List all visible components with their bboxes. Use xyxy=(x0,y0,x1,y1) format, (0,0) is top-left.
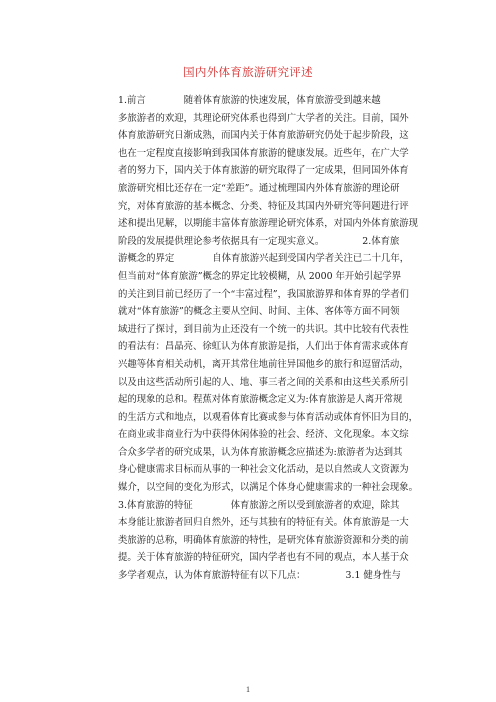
text-segment: 3.1 健身性与 xyxy=(345,570,401,582)
text-line xyxy=(118,426,409,444)
document-title: 国内外体育旅游研究评述 xyxy=(183,65,313,79)
text-segment: 自体育旅游兴起到受国内学者关注已二十几年， xyxy=(212,253,410,265)
text-segment: 1.前言 xyxy=(118,95,146,106)
text-line xyxy=(118,198,409,216)
text-segment: 游概念的界定 xyxy=(118,253,175,265)
text-segment: 域进行了探讨，到目前为止还没有一个统一的共识。其中比较有代表性 xyxy=(118,323,409,335)
text-line xyxy=(118,127,409,145)
text-line xyxy=(118,92,380,110)
text-line xyxy=(118,145,409,163)
text-segment: 究，对体育旅游的基本概念、分类、特征及其国内外研究等问题进行评 xyxy=(118,200,409,212)
text-line xyxy=(118,250,410,268)
text-segment: 的生活方式和地点，以观看体育比赛或参与体育活动或体育怀旧为目的， xyxy=(118,411,419,423)
text-segment: 合众多学者的研究成果，认为体育旅游概念应描述为:旅游者为达到其 xyxy=(118,446,403,458)
text-line xyxy=(118,215,419,233)
text-line xyxy=(118,356,409,374)
text-line xyxy=(118,567,401,585)
page-number: 1 xyxy=(246,685,250,694)
text-segment: 但当前对“体育旅游”概念的界定比较模糊，从 2000 年开始引起学界 xyxy=(118,270,402,282)
text-segment: 类旅游的总称，明确体育旅游的特性，是研究体育旅游资源和分类的前 xyxy=(118,534,409,546)
text-line xyxy=(118,514,409,532)
text-segment: 在商业或非商业行为中获得休闲体验的社会、经济、文化现象。本文综 xyxy=(118,429,409,441)
text-line xyxy=(118,497,400,515)
text-segment: 体育旅游研究日渐成熟，而国内关于体育旅游研究仍处于起步阶段，这 xyxy=(118,130,409,142)
text-line xyxy=(118,479,419,497)
text-line xyxy=(118,286,409,304)
text-line xyxy=(118,532,409,550)
text-segment: 本身能让旅游者回归自然外，还与其独有的特征有关。体育旅游是一大 xyxy=(118,517,409,529)
text-segment: 提。关于体育旅游的特征研究，国内学者也有不同的观点，本人基于众 xyxy=(118,552,409,564)
text-segment: 体育旅游之所以受到旅游者的欢迎，除其 xyxy=(230,499,400,511)
text-line xyxy=(118,461,409,479)
text-line xyxy=(118,391,403,409)
text-line xyxy=(118,549,409,567)
text-line xyxy=(118,303,400,321)
text-segment: 以及由这些活动所引起的人、地、事三者之间的关系和由这些关系所引 xyxy=(118,376,409,388)
text-line xyxy=(118,338,409,356)
text-line xyxy=(118,180,400,198)
text-segment: 多旅游者的欢迎，其理论研究体系也得到广大学者的关注。目前，国外 xyxy=(118,112,409,124)
text-segment: 的看法有：昌晶亮、徐虹认为体育旅游是指，人们出于体育需求或体育 xyxy=(118,341,409,353)
text-segment: 阶段的发展提供理论参考依据具有一定现实意义。 xyxy=(118,235,325,247)
text-segment: 2.体育旅 xyxy=(362,235,400,247)
text-line xyxy=(118,321,409,339)
text-line xyxy=(118,162,409,180)
text-line xyxy=(118,374,409,392)
text-segment: 者的努力下，国内关于体育旅游的研究取得了一定成果，但同国外体育 xyxy=(118,165,409,177)
text-segment: 旅游研究相比还存在一定“差距”。通过梳理国内外体育旅游的理论研 xyxy=(118,182,400,194)
text-segment: 3.体育旅游的特征 xyxy=(118,499,193,511)
text-line xyxy=(118,268,402,286)
text-segment: 就对“体育旅游”的概念主要从空间、时间、主体、客体等方面不同领 xyxy=(118,306,400,318)
text-segment: 起的现象的总和。程蕉对体育旅游概念定义为:体育旅游是人离开常规 xyxy=(118,394,403,406)
text-line xyxy=(118,444,403,462)
text-segment: 兴趣等体育相关动机，离开其常住地前往异国他乡的旅行和逗留活动， xyxy=(118,358,409,370)
text-line xyxy=(118,233,400,251)
document-body xyxy=(118,92,419,585)
text-line xyxy=(118,110,409,128)
text-segment: 媒介，以空间的变化为形式，以满足个体身心健康需求的一种社会现象。 xyxy=(118,482,419,494)
text-segment: 述和提出见解，以期能丰富体育旅游理论研究体系，对国内外体育旅游现 xyxy=(118,218,419,230)
text-segment: 多学者观点，认为体育旅游特征有以下几点： xyxy=(118,570,306,582)
text-segment: 的关注到目前已经历了一个“丰富过程”，我国旅游界和体育界的学者们 xyxy=(118,288,409,300)
text-line xyxy=(118,409,419,427)
text-segment: 随着体育旅游的快速发展，体育旅游受到越来越 xyxy=(183,95,381,106)
text-segment: 身心健康需求目标而从事的一种社会文化活动，是以自然或人文资源为 xyxy=(118,464,409,476)
text-segment: 也在一定程度直接影响到我国体育旅游的健康发展。近些年，在广大学 xyxy=(118,147,409,159)
